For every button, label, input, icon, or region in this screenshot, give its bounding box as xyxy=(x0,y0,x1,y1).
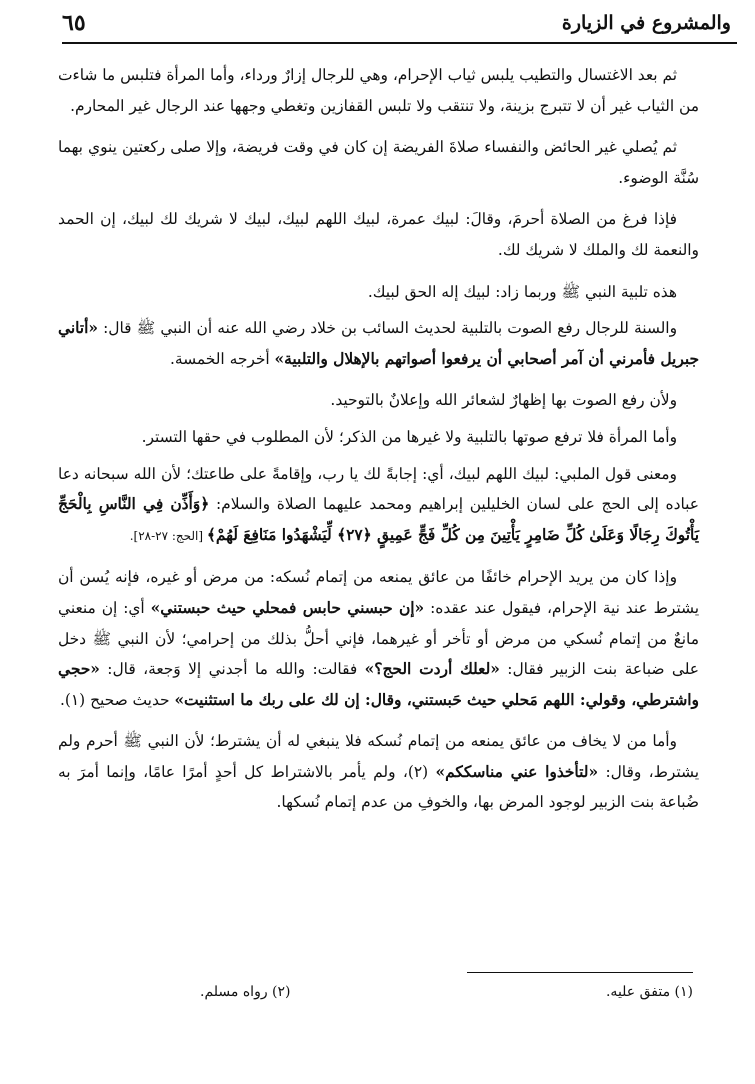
paragraph-raising-voice xyxy=(58,313,699,374)
hadith-quote: «لتأخذوا عني مناسككم» xyxy=(435,762,599,781)
paragraph-women: وأما المرأة فلا ترفع صوتها بالتلبية ولا غيرها من الذكر؛ لأن المطلوب في حقها التستر. xyxy=(141,427,677,446)
hadith-quote: «أتاني جبريل فأمرني أن آمر أصحابي أن يرفعوا أصواتهم بالإهلال والتلبية» xyxy=(58,319,699,368)
footnote-separator xyxy=(467,972,693,973)
page-number: ٦٥ xyxy=(62,10,86,36)
hadith-quote: «لعلك أردت الحج؟» xyxy=(364,660,500,679)
body-text xyxy=(58,60,699,829)
text-segment: (٢)، ولم يأمر بالاشتراط كل أحدٍ أمرًا عامًا، وإنما أمرَ به ضُباعة بنت الزبير لوجود المرض بها، والخوفِ من عدم إتمام نُسكها. xyxy=(58,762,699,812)
paragraph-no-condition xyxy=(58,726,699,818)
text-segment: وأما من لا يخاف من عائق يمنعه من إتمام نُسكه فلا ينبغي له أن يشترط؛ لأن النبي ﷺ أحرم ولم يشترط، وقال: xyxy=(58,732,699,781)
text-segment: فقالت: والله ما أجدني إلا وَجعة، قال: xyxy=(99,660,365,679)
text-segment: حديث صحيح (١). xyxy=(59,690,175,709)
footnotes xyxy=(200,984,693,1000)
hadith-quote: «حجي واشترطي، وقولي: اللهم مَحلي حيث حَبستني، وقال: إن لك على ربك ما استثنيت» xyxy=(58,660,699,709)
paragraph-ihram-clothing: ثم بعد الاغتسال والتطيب يلبس ثياب الإحرام، وهي للرجال إزارٌ ورداء، وأما المرأة فتلبس ما شاءت من الثياب غير أن لا تتبرج بزينة، ولا تنتقب ولا تلبس القفازين وتغطي وجهها عند الرجال غير المحارم. xyxy=(58,66,699,115)
paragraph-condition xyxy=(58,562,699,715)
paragraph-prophet-talbiyah: هذه تلبية النبي ﷺ وربما زاد: لبيك إله الحق لبيك. xyxy=(367,282,677,301)
paragraph-meaning xyxy=(58,459,699,552)
paragraph-talbiyah: فإذا فرغ من الصلاة أحرمَ، وقالَ: لبيك عمرة، لبيك اللهم لبيك، لبيك لا شريك لك لبيك، إن الحمد والنعمة لك والملك لا شريك لك. xyxy=(58,210,699,259)
page-header xyxy=(62,10,737,44)
footnote-1: (١) متفق عليه. xyxy=(605,984,693,1000)
verse-reference: [الحج: ٢٧-٢٨]. xyxy=(129,528,207,543)
hadith-quote: «إن حبسني حابس فمحلي حيث حبستني» xyxy=(150,598,425,617)
footnote-2: (٢) رواه مسلم. xyxy=(200,984,291,1000)
text-segment: أخرجه الخمسة. xyxy=(170,349,275,368)
quran-verse: ﴿وَأَذِّن فِي النَّاسِ بِالْحَجِّ يَأْتُوكَ رِجَالًا وَعَلَىٰ كُلِّ ضَامِرٍ يَأْتِينَ مِن كُلِّ فَجٍّ عَمِيقٍ ﴿٢٧﴾ لِّيَشْهَدُوا مَنَافِعَ لَهُمْ﴾ xyxy=(58,495,699,544)
text-segment: وإذا كان من يريد الإحرام خائفًا من عائق يمنعه من إتمام نُسكه: من مرض أو غيره، فإنه يُسن أن يشترط عند نية الإحرام، فيقول عند عقده: xyxy=(58,568,699,617)
text-segment: ومعنى قول الملبي: لبيك اللهم لبيك، أي: إجابةً لك يا رب، وإقامةً على طاعتك؛ لأن الله سبحانه دعا عباده إلى الحج على لسان الخليلين إبراهيم ومحمد عليهما الصلاة والسلام: xyxy=(58,464,699,514)
running-title: والمشروع في الزيارة xyxy=(561,12,731,34)
paragraph-tawhid: ولأن رفع الصوت بها إظهارٌ لشعائر الله وإعلانٌ بالتوحيد. xyxy=(330,391,677,410)
text-segment: أي: إن منعني مانعٌ من إتمام نُسكي من مرض أو تأخر أو غيرهما، فإني أحلُّ بذلك من إحرامي؛ لأن النبي ﷺ دخل على ضباعة بنت الزبير فقال: xyxy=(58,598,699,679)
text-segment: والسنة للرجال رفع الصوت بالتلبية لحديث السائب بن خلاد رضي الله عنه أن النبي ﷺ قال: xyxy=(97,319,677,338)
paragraph-prayer: ثم يُصلي غير الحائض والنفساء صلاةَ الفريضة إن كان في وقت فريضة، وإلا صلى ركعتين ينوي بهما سُنَّة الوضوء. xyxy=(58,138,699,187)
